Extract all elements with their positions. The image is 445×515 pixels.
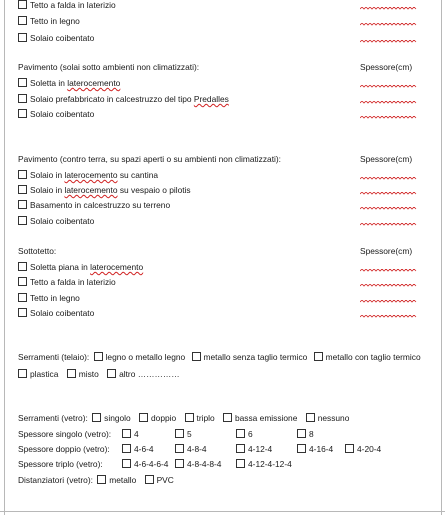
item-label: Solaio coibentato — [30, 216, 95, 226]
option — [297, 444, 333, 455]
checkbox[interactable] — [236, 459, 245, 468]
option — [345, 444, 381, 455]
list-item — [18, 94, 229, 105]
option-label: 8 — [309, 429, 314, 439]
spell-mark — [360, 85, 418, 89]
list-item — [18, 293, 80, 304]
serramenti-telaio-row — [18, 352, 421, 363]
option — [236, 429, 253, 440]
option — [175, 459, 221, 470]
spell-mark — [360, 177, 418, 181]
item-label-misspelled: Predalles — [193, 94, 229, 104]
spessore-header: Spessore(cm) — [360, 62, 413, 72]
option — [122, 429, 139, 440]
checkbox[interactable] — [175, 459, 184, 468]
checkbox[interactable] — [192, 352, 201, 361]
checkbox[interactable] — [314, 352, 323, 361]
checkbox[interactable] — [139, 413, 148, 422]
checkbox[interactable] — [18, 33, 27, 42]
checkbox[interactable] — [185, 413, 194, 422]
checkbox[interactable] — [175, 429, 184, 438]
checkbox[interactable] — [92, 413, 101, 422]
checkbox[interactable] — [94, 352, 103, 361]
option-label: metallo con taglio termico — [325, 352, 421, 362]
list-item — [18, 262, 143, 273]
option-label: 4-6-4 — [134, 444, 154, 454]
option — [175, 429, 192, 440]
option-label: doppio — [151, 413, 177, 423]
item-label: Solaio prefabbricato in calcestruzzo del tipo — [30, 94, 194, 104]
list-item — [18, 200, 170, 211]
option-label: metallo — [109, 475, 137, 485]
item-label: Basamento in calcestruzzo su terreno — [30, 200, 171, 210]
spessore-header: Spessore(cm) — [360, 154, 413, 164]
checkbox[interactable] — [18, 262, 27, 271]
option-label: plastica — [30, 369, 59, 379]
option — [122, 459, 168, 470]
list-item — [18, 0, 116, 11]
list-item — [18, 185, 191, 196]
item-label: Solaio in — [30, 170, 65, 180]
checkbox[interactable] — [297, 444, 306, 453]
page-border-bottom — [0, 511, 445, 512]
option — [236, 444, 272, 455]
checkbox[interactable] — [107, 369, 116, 378]
option-label: 4-6-4-6-4 — [134, 459, 169, 469]
checkbox[interactable] — [18, 94, 27, 103]
list-item — [18, 216, 94, 227]
option-label: 4-20-4 — [357, 444, 382, 454]
item-label: Solaio coibentato — [30, 308, 95, 318]
checkbox[interactable] — [236, 429, 245, 438]
list-item — [18, 109, 94, 120]
item-label: Tetto in legno — [30, 293, 80, 303]
item-label-misspelled: laterocemento — [90, 262, 144, 272]
spell-mark — [360, 300, 418, 304]
list-item — [18, 308, 94, 319]
spell-mark — [360, 269, 418, 273]
checkbox[interactable] — [97, 475, 106, 484]
spell-mark — [360, 40, 418, 44]
checkbox[interactable] — [18, 109, 27, 118]
checkbox[interactable] — [122, 429, 131, 438]
checkbox[interactable] — [18, 293, 27, 302]
option-label: 4 — [134, 429, 139, 439]
option-label: triplo — [196, 413, 215, 423]
option — [175, 444, 207, 455]
option-label: PVC — [156, 475, 174, 485]
item-label: Soletta piana in — [30, 262, 91, 272]
option-label: 4-8-4-8-4 — [187, 459, 222, 469]
spell-mark — [360, 192, 418, 196]
checkbox[interactable] — [297, 429, 306, 438]
option-label: 4-16-4 — [309, 444, 334, 454]
option — [236, 459, 292, 470]
checkbox[interactable] — [18, 277, 27, 286]
option — [297, 429, 314, 440]
option-label: nessuno — [317, 413, 350, 423]
checkbox[interactable] — [18, 185, 27, 194]
checkbox[interactable] — [18, 369, 27, 378]
spessore-doppio-label: Spessore doppio (vetro): — [18, 444, 110, 454]
spell-mark — [360, 7, 418, 11]
checkbox[interactable] — [18, 200, 27, 209]
checkbox[interactable] — [18, 0, 27, 9]
item-label-misspelled: laterocemento — [64, 185, 118, 195]
item-label-misspelled: laterocemento — [67, 78, 121, 88]
item-label: Solaio in — [30, 185, 65, 195]
serramenti-vetro-label: Serramenti (vetro): — [18, 413, 88, 423]
list-item — [18, 33, 94, 44]
option-label: misto — [78, 369, 99, 379]
checkbox[interactable] — [122, 459, 131, 468]
option — [122, 444, 154, 455]
list-item — [18, 78, 120, 89]
checkbox[interactable] — [175, 444, 184, 453]
option-label: altro …………… — [119, 369, 180, 379]
serramenti-vetro-row — [18, 413, 349, 424]
item-label: Tetto a falda in laterizio — [30, 0, 116, 10]
item-label: su vespaio o pilotis — [117, 185, 191, 195]
list-item — [18, 277, 116, 288]
option-label: 5 — [187, 429, 192, 439]
checkbox[interactable] — [18, 78, 27, 87]
spessore-triplo-label: Spessore triplo (vetro): — [18, 459, 103, 469]
item-label: Tetto a falda in laterizio — [30, 277, 116, 287]
serramenti-telaio-label: Serramenti (telaio): — [18, 352, 90, 362]
page-border-right — [441, 0, 442, 515]
spell-mark — [360, 315, 418, 319]
checkbox[interactable] — [236, 444, 245, 453]
serramenti-telaio-row-2 — [18, 369, 180, 380]
spell-mark — [360, 101, 418, 105]
section-title: Pavimento (solai sotto ambienti non climatizzati): — [18, 62, 200, 72]
checkbox[interactable] — [306, 413, 315, 422]
option-label: bassa emissione — [234, 413, 298, 423]
checkbox[interactable] — [345, 444, 354, 453]
option-label: 4-8-4 — [187, 444, 207, 454]
checkbox[interactable] — [223, 413, 232, 422]
item-label: Solaio coibentato — [30, 109, 95, 119]
item-label: Soletta in — [30, 78, 68, 88]
section-title: Pavimento (contro terra, su spazi aperti o su ambienti non climatizzati): — [18, 154, 281, 164]
list-item — [18, 16, 80, 27]
checkbox[interactable] — [18, 308, 27, 317]
option-label: metallo senza taglio termico — [203, 352, 308, 362]
item-label: Tetto in legno — [30, 16, 80, 26]
spessore-header: Spessore(cm) — [360, 246, 413, 256]
distanziatori-label: Distanziatori (vetro): — [18, 475, 93, 485]
checkbox[interactable] — [18, 16, 27, 25]
spell-mark — [360, 284, 418, 288]
spell-mark — [360, 23, 418, 27]
list-item — [18, 170, 158, 181]
section-title: Sottotetto: — [18, 246, 57, 256]
checkbox[interactable] — [18, 216, 27, 225]
spell-mark — [360, 207, 418, 211]
spessore-singolo-label: Spessore singolo (vetro): — [18, 429, 112, 439]
option-label: 4-12-4-12-4 — [248, 459, 292, 469]
checkbox[interactable] — [122, 444, 131, 453]
item-label: Solaio coibentato — [30, 33, 95, 43]
checkbox[interactable] — [145, 475, 154, 484]
option-label: 4-12-4 — [248, 444, 273, 454]
checkbox[interactable] — [67, 369, 76, 378]
checkbox[interactable] — [18, 170, 27, 179]
option-label: singolo — [104, 413, 131, 423]
option-label: legno o metallo legno — [105, 352, 186, 362]
spell-mark — [360, 223, 418, 227]
distanziatori-row — [18, 475, 174, 486]
item-label-misspelled: laterocemento — [64, 170, 118, 180]
page-border-left — [4, 0, 5, 515]
item-label: su cantina — [117, 170, 159, 180]
spell-mark — [360, 116, 418, 120]
option-label: 6 — [248, 429, 253, 439]
